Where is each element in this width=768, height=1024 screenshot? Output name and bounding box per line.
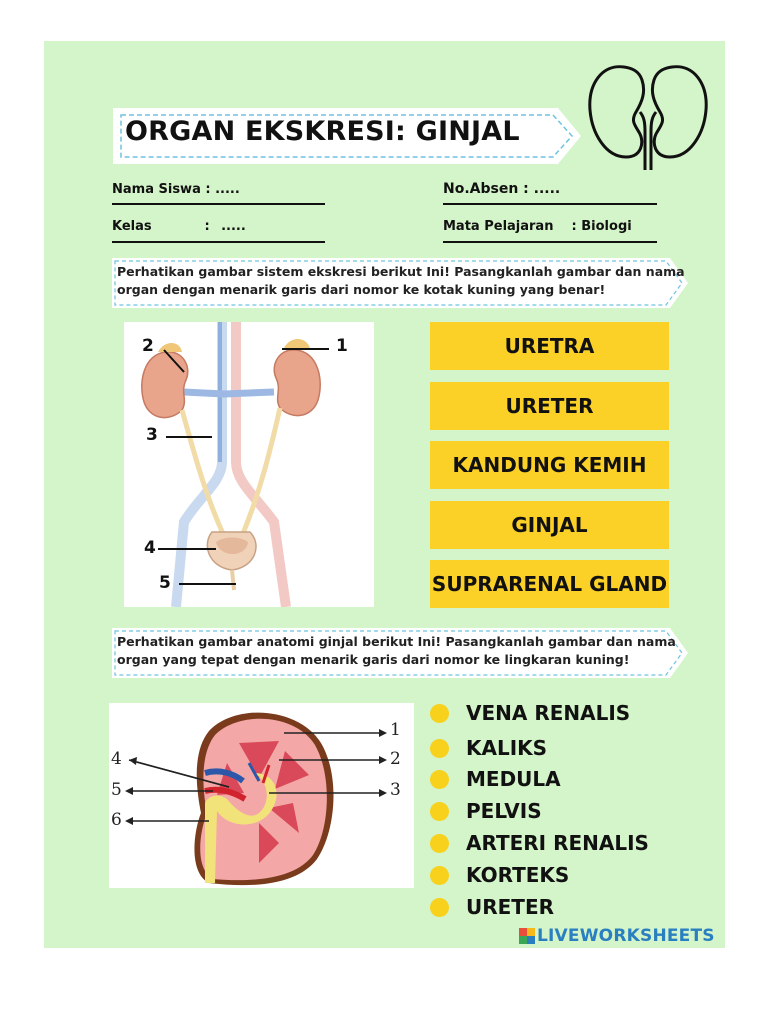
brand-text: LIVEWORKSHEETS	[537, 926, 715, 946]
mata-pelajaran-underline	[443, 241, 657, 243]
answer-box-kandung-kemih[interactable]: KANDUNG KEMIH	[430, 441, 669, 489]
figure-2-number-1: 1	[390, 720, 401, 740]
figure-1-number-2: 2	[142, 336, 154, 356]
figure-1-number-5: 5	[159, 573, 171, 593]
option-kaliks[interactable]	[430, 735, 547, 761]
no-absen-underline	[443, 203, 657, 205]
no-absen-label: No.Absen :	[443, 181, 529, 197]
instruction-2-line-1: Perhatikan gambar anatomi ginjal berikut Ini! Pasangkanlah gambar dan nama	[117, 634, 676, 649]
option-arteri-renalis[interactable]	[430, 830, 649, 856]
answer-dot[interactable]	[430, 834, 449, 853]
answer-dot[interactable]	[430, 770, 449, 789]
answer-dot[interactable]	[430, 866, 449, 885]
kelas-field[interactable]	[112, 219, 246, 234]
figure-2-number-5: 5	[111, 780, 122, 800]
nama-siswa-field[interactable]	[112, 182, 240, 197]
kelas-label: Kelas	[112, 219, 152, 234]
urinary-system-illustration	[124, 322, 374, 607]
option-label: PELVIS	[466, 799, 542, 823]
option-pelvis[interactable]	[430, 798, 542, 824]
liveworksheets-icon	[519, 928, 535, 944]
figure-1-number-1: 1	[336, 336, 348, 356]
figure-2-number-2: 2	[390, 749, 401, 769]
option-label: MEDULA	[466, 767, 561, 791]
urinary-system-figure	[124, 322, 374, 607]
no-absen-field[interactable]	[443, 181, 560, 197]
instruction-text-2	[117, 633, 676, 669]
option-label: URETER	[466, 895, 555, 919]
answer-box-ginjal[interactable]: GINJAL	[430, 501, 669, 549]
option-label: KORTEKS	[466, 863, 570, 887]
kidney-anatomy-figure	[109, 703, 414, 888]
option-label: KALIKS	[466, 736, 548, 760]
answer-dot[interactable]	[430, 802, 449, 821]
instruction-1-line-1: Perhatikan gambar sistem ekskresi berikut Ini! Pasangkanlah gambar dan nama	[117, 264, 685, 279]
option-korteks[interactable]	[430, 862, 569, 888]
answer-box-suprarenal-gland[interactable]: SUPRARENAL GLAND	[430, 560, 669, 608]
option-medula[interactable]	[430, 766, 561, 792]
nama-siswa-label: Nama Siswa :	[112, 182, 211, 197]
option-label: VENA RENALIS	[466, 701, 631, 725]
instruction-1-line-2: organ dengan menarik garis dari nomor ke kotak kuning yang benar!	[117, 282, 606, 297]
answer-box-ureter[interactable]: URETER	[430, 382, 669, 430]
option-vena-renalis[interactable]	[430, 700, 630, 726]
title-banner	[113, 106, 583, 166]
kelas-value: .....	[221, 219, 246, 234]
figure-1-number-3: 3	[146, 425, 158, 445]
mata-pelajaran-value: : Biologi	[571, 219, 632, 234]
answer-dot[interactable]	[430, 704, 449, 723]
kelas-underline	[112, 241, 325, 243]
answer-dot[interactable]	[430, 739, 449, 758]
kidney-outline-icon	[584, 62, 712, 172]
answer-box-uretra[interactable]: URETRA	[430, 322, 669, 370]
instruction-2-line-2: organ yang tepat dengan menarik garis dari nomor ke lingkaran kuning!	[117, 652, 630, 667]
liveworksheets-logo[interactable]	[519, 926, 715, 946]
mata-pelajaran-field	[443, 219, 632, 234]
option-label: ARTERI RENALIS	[466, 831, 649, 855]
nama-siswa-value: .....	[215, 182, 240, 197]
instruction-banner-2	[112, 628, 690, 678]
instruction-text-1	[117, 263, 685, 299]
figure-2-number-3: 3	[390, 780, 401, 800]
kelas-separator: :	[204, 219, 210, 234]
page-title: ORGAN EKSKRESI: GINJAL	[125, 116, 520, 147]
kidney-cross-section-illustration	[109, 703, 414, 888]
no-absen-value: .....	[533, 181, 561, 197]
answer-dot[interactable]	[430, 898, 449, 917]
instruction-banner-1	[112, 258, 690, 308]
nama-siswa-underline	[112, 203, 325, 205]
figure-2-number-6: 6	[111, 810, 122, 830]
option-ureter[interactable]	[430, 894, 554, 920]
mata-pelajaran-label: Mata Pelajaran	[443, 219, 554, 234]
figure-2-number-4: 4	[111, 749, 122, 769]
figure-1-number-4: 4	[144, 538, 156, 558]
